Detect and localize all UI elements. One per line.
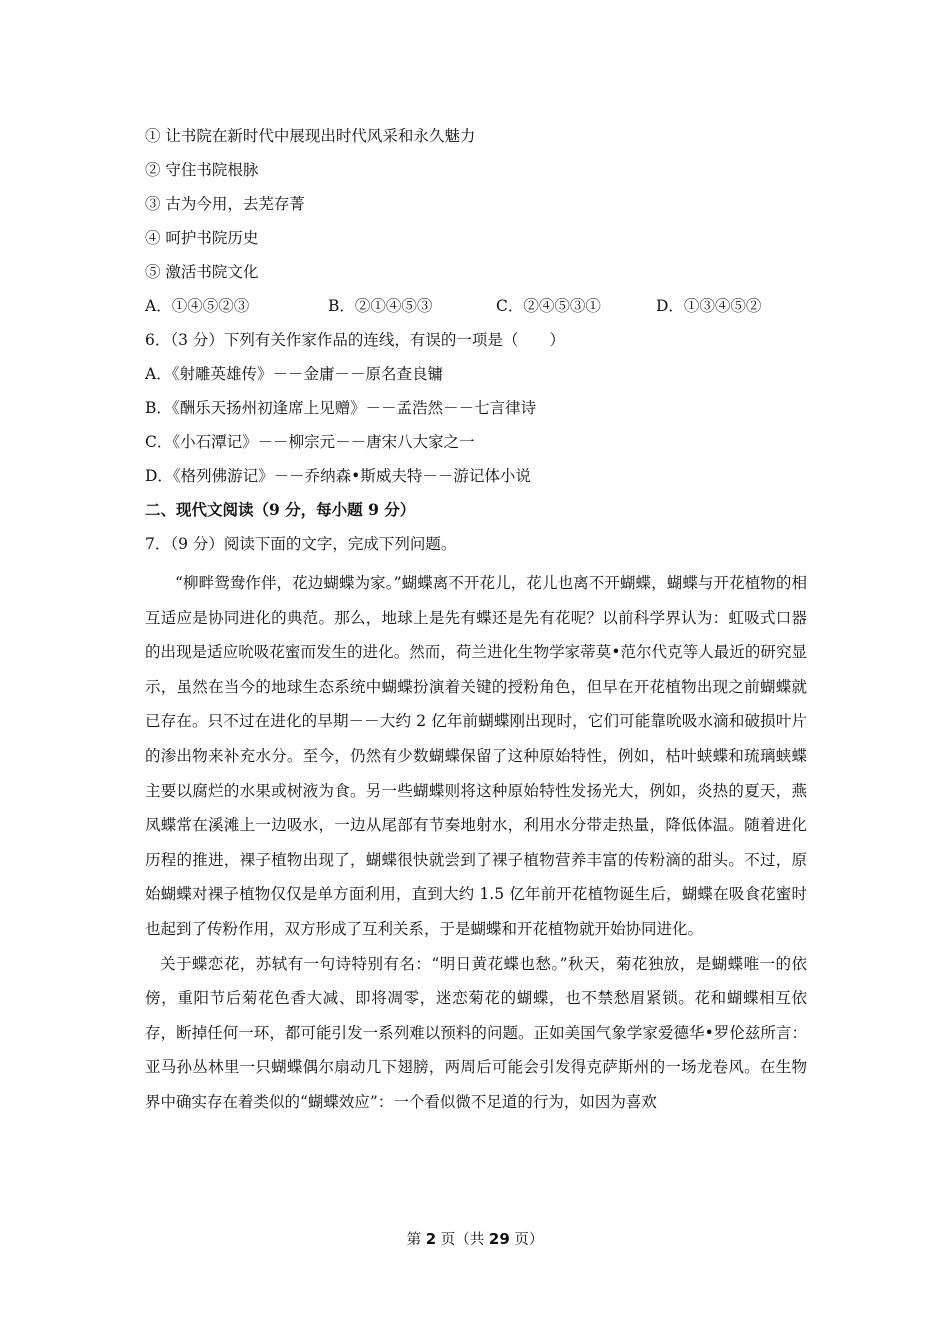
- q5-option-c: C．②④⑤③①: [496, 297, 601, 315]
- q5-option-b: B．②①④⑤③: [328, 297, 433, 315]
- q5-item-2: ② 守住书院根脉: [145, 161, 259, 179]
- q6-option-a: A．《射雕英雄传》－－金庸－－原名查良镛: [145, 365, 443, 383]
- footer-middle: 页（共: [440, 1232, 485, 1248]
- footer-page-number: 2: [425, 1230, 437, 1248]
- q6-option-d: D．《格列佛游记》－－乔纳森•斯威夫特－－游记体小说: [145, 467, 531, 485]
- document-page: [145, 122, 807, 1120]
- q7-stem: 7．（9 分）阅读下面的文字，完成下列问题。: [145, 535, 457, 553]
- passage-paragraph-2: 关于蝶恋花，苏轼有一句诗特别有名：“明日黄花蝶也愁。”秋天，菊花独放，是蝴蝶唯一的依傍，重阳节后菊花色香大减、即将凋零，迷恋菊花的蝴蝶，也不禁愁眉紧锁。花和蝴蝶相互依存，断掉任何一环，都可能引发一系列难以预料的问题。正如美国气象学家爱德华•罗伦兹所言：亚马孙丛林里一只蝴蝶偶尔扇动几下翅膀，两周后可能会引发得克萨斯州的一场龙卷风。在生物界中确实存在着类似的“蝴蝶效应”：一个看似微不足道的行为，如因为喜欢: [145, 954, 807, 1111]
- q6-stem: 6．（3 分）下列有关作家作品的连线，有误的一项是（ ）: [145, 331, 565, 349]
- passage-paragraph-1: “柳畔鸳鸯作伴，花边蝴蝶为家。”蝴蝶离不开花儿，花儿也离不开蝴蝶，蝴蝶与开花植物的相互适应是协同进化的典范。那么，地球上是先有蝶还是先有花呢？以前科学界认为：虹吸式口器的出现是适应吮吸花蜜而发生的进化。然而，荷兰进化生物学家蒂莫•范尔代克等人最近的研究显示，虽然在当今的地球生态系统中蝴蝶扮演着关键的授粉角色，但早在开花植物出现之前蝴蝶就已存在。只不过在进化的早期－－大约 2 亿年前蝴蝶刚出现时，它们可能靠吮吸水滴和破损叶片的渗出物来补充水分。至今，仍然有少数蝴蝶保留了这种原始特性，例如，枯叶蛱蝶和琉璃蛱蝶主要以腐烂的水果或树液为食。另一些蝴蝶则将这种原始特性发扬光大，例如，炎热的夏天，燕凤蝶常在溪滩上一边吸水，一边从尾部有节奏地射水，利用水分带走热量，降低体温。随着进化历程的推进，裸子植物出现了，蝴蝶很快就尝到了裸子植物营养丰富的传粉滴的甜头。不过，原始蝴蝶对裸子植物仅仅是单方面利用，直到大约 1.5 亿年前开花植物诞生后，蝴蝶在吸食花蜜时也起到了传粉作用，双方形成了互利关系，于是蝴蝶和开花植物就开始协同进化。: [145, 574, 807, 938]
- q6-option-c: C．《小石潭记》－－柳宗元－－唐宋八大家之一: [145, 433, 475, 451]
- q5-option-d: D．①③④⑤②: [656, 297, 762, 315]
- q5-options: [145, 292, 807, 326]
- q5-option-a: A．①④⑤②③: [145, 297, 250, 315]
- q5-item-1: ① 让书院在新时代中展现出时代风采和永久魅力: [145, 127, 476, 145]
- q5-item-4: ④ 呵护书院历史: [145, 229, 259, 247]
- footer-prefix: 第: [406, 1232, 422, 1248]
- q6-option-b: B．《酬乐天扬州初逢席上见赠》－－孟浩然－－七言律诗: [145, 399, 537, 417]
- section-heading: 二、现代文阅读（9 分，每小题 9 分）: [145, 500, 416, 519]
- page-footer: [0, 1228, 950, 1249]
- q5-item-5: ⑤ 激活书院文化: [145, 263, 259, 281]
- q5-item-3: ③ 古为今用，去芜存菁: [145, 195, 305, 213]
- footer-suffix: 页）: [514, 1232, 544, 1248]
- footer-total-pages: 29: [488, 1230, 510, 1248]
